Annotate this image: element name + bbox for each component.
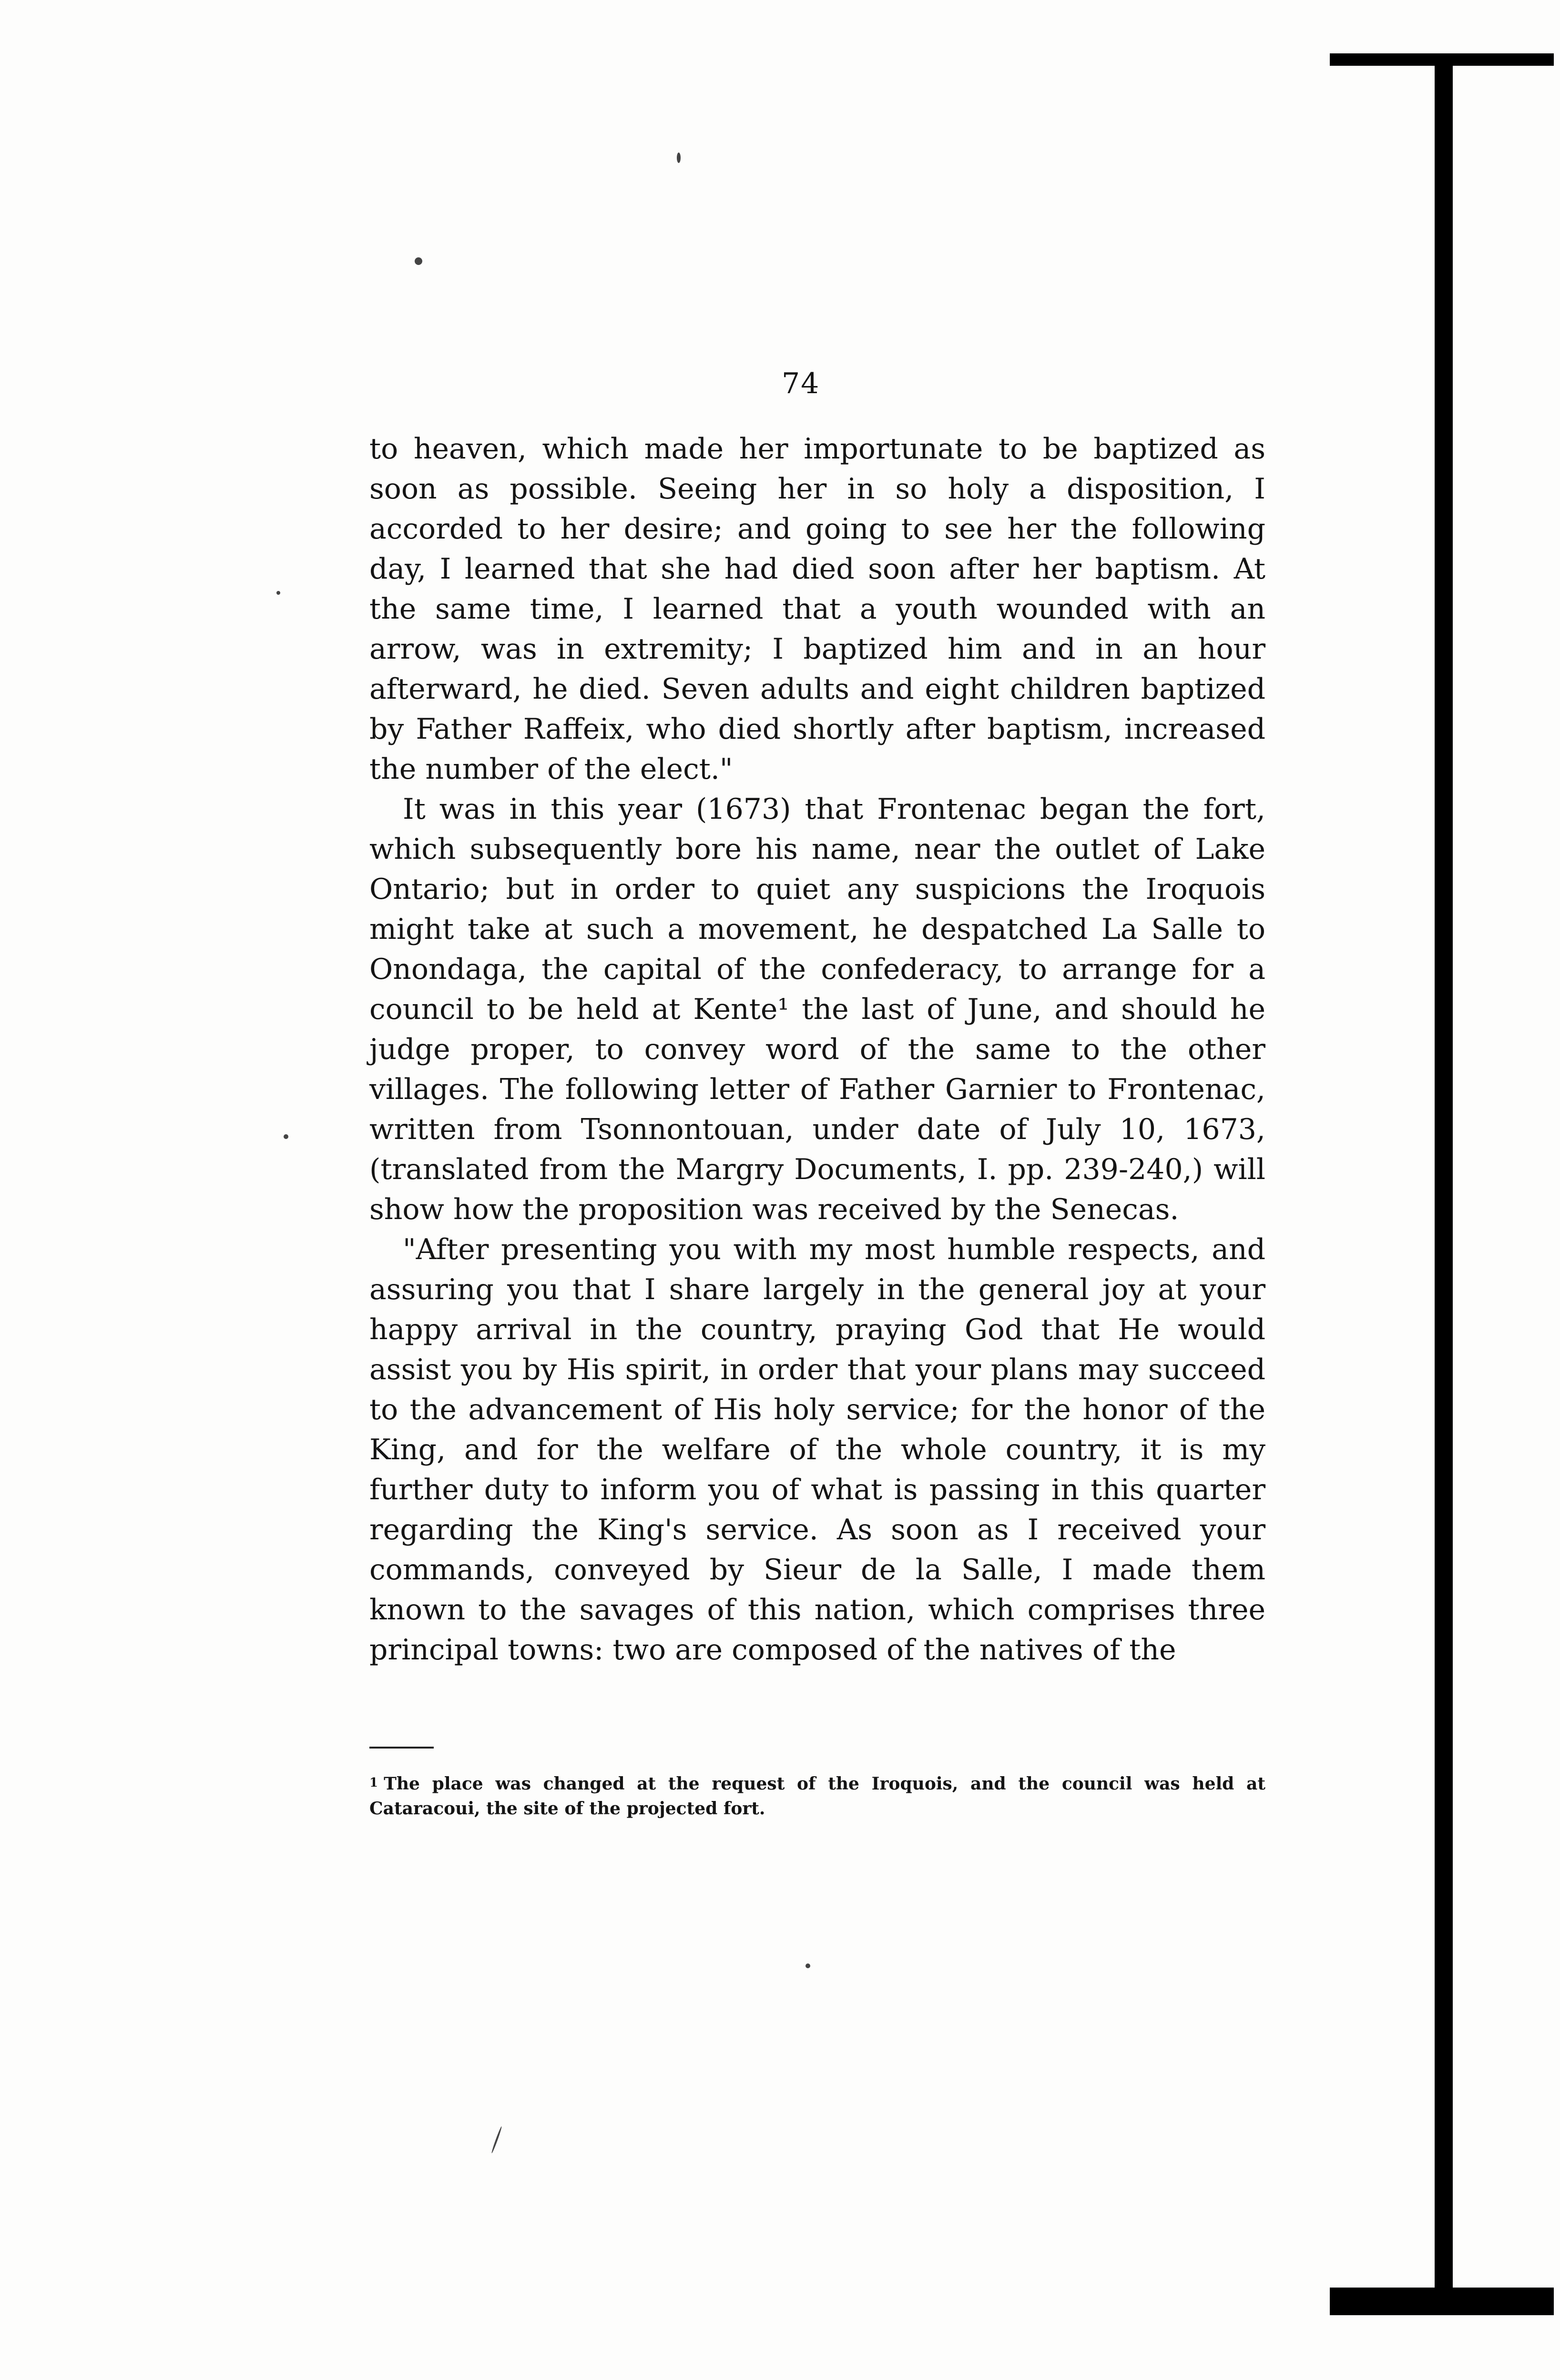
scan-speck [284, 1134, 288, 1139]
paragraph-1: to heaven, which made her importunate to be baptized as soon as possible. Seeing her in so holy a disposition, I accorded to her desire; and going to see her the following day, I learned that she had died soon after her baptism. At the same time, I learned that a youth wounded with an arrow, was in extremity; I baptized him and in an hour afterward, he died. Seven adults and eight children baptized by Father Raffeix, who died shortly after baptism, increased the number of the elect." [369, 432, 1265, 786]
paragraph-3: "After presenting you with my most humble respects, and assuring you that I share largely in the general joy at your happy arrival in the country, praying God that He would assist you by His spirit, in order that your plans may succeed to the advancement of His holy service; for the honor of the King, and for the welfare of the whole country, it is my further duty to inform you of what is passing in this quarter regarding the King's service. As soon as I received your commands, conveyed by Sieur de la Salle, I made them known to the savages of this nation, which comprises three principal towns: two are composed of the natives of the [369, 1233, 1265, 1667]
paragraph-2: It was in this year (1673) that Frontenac began the fort, which subsequently bore his name, near the outlet of Lake Ontario; but in order to quiet any suspicions the Iroquois might take at such a movement, he despatched La Salle to Onondaga, the capital of the confederacy, to arrange for a council to be held at Kente¹ the last of June, and should he judge proper, to convey word of the same to the other villages. The following letter of Father Garnier to Frontenac, written from Tsonnontouan, under date of July 10, 1673, (translated from the Margry Documents, I. pp. 239-240,) will show how the proposition was received by the Senecas. [369, 793, 1265, 1226]
page-number: 74 [782, 367, 820, 400]
binding-bar-stem [1435, 53, 1453, 2315]
footnote-text: The place was changed at the request of the Iroquois, and the council was held at Cataracoui, the site of the projected fort. [369, 1774, 1265, 1819]
scan-speck [805, 1963, 810, 1968]
scan-speck [415, 257, 422, 265]
footnote-divider [369, 1747, 434, 1749]
footnote-marker: 1 [369, 1776, 378, 1790]
scan-speck [491, 2126, 502, 2154]
binding-bar-bottom [1330, 2288, 1554, 2315]
scan-speck [677, 153, 681, 163]
scan-speck [276, 591, 280, 595]
body-text [369, 429, 1265, 1670]
footnote [369, 1770, 1265, 1821]
